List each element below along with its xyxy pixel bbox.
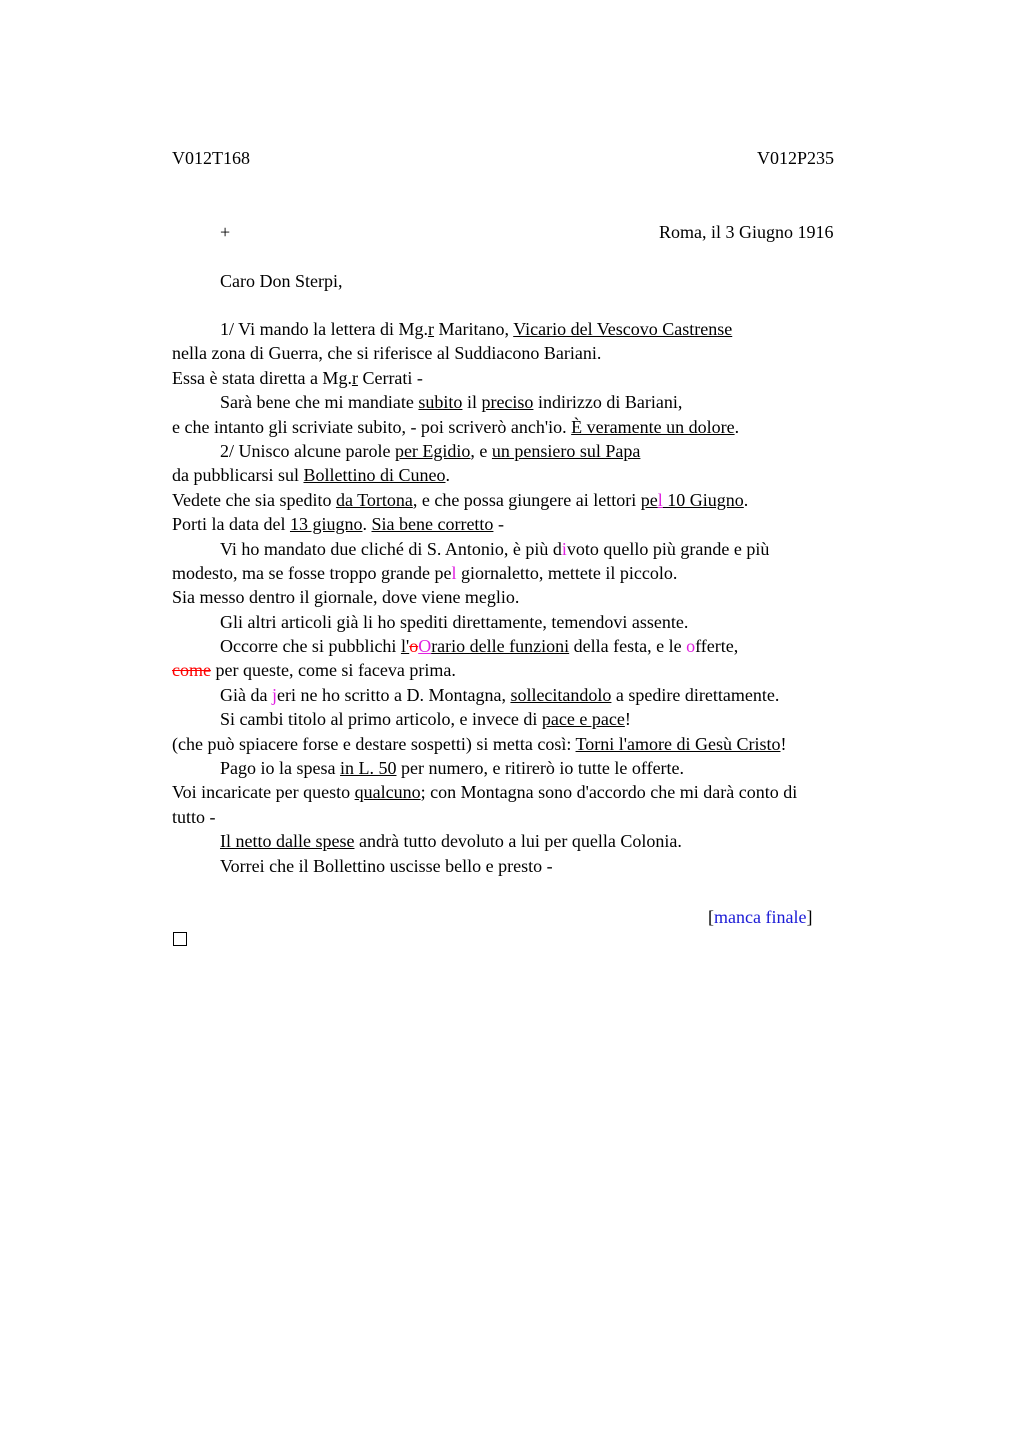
- line: [172, 756, 912, 780]
- line: [172, 317, 912, 341]
- text: voto quello più grande e più: [566, 538, 770, 559]
- line: nella zona di Guerra, che si riferisce al Suddiacono Bariani.: [172, 343, 602, 364]
- line: [172, 707, 912, 731]
- underlined-text: un pensiero sul Papa: [491, 440, 641, 461]
- salutation: Caro Don Sterpi,: [220, 271, 343, 291]
- editor-note-text: manca finale: [714, 907, 807, 927]
- line: [172, 634, 912, 658]
- text: Essa è stata diretta a Mg.: [172, 367, 352, 388]
- underlined-text: Vicario del Vescovo Castrense: [513, 319, 733, 339]
- line: [172, 488, 912, 512]
- line: [172, 537, 912, 561]
- line: [172, 463, 912, 487]
- line: tutto -: [172, 806, 216, 827]
- underlined-text: r: [351, 367, 358, 388]
- text: indirizzo di Bariani,: [533, 392, 683, 413]
- underlined-text: subito: [418, 392, 463, 413]
- text: !: [624, 709, 631, 730]
- text: giornaletto, mettete il piccolo.: [456, 562, 678, 583]
- text: fferte,: [695, 636, 739, 657]
- text: Voi incaricate per questo: [172, 782, 355, 803]
- left-code: V012T168: [172, 148, 250, 168]
- line: Sia messo dentro il giornale, dove viene meglio.: [172, 587, 520, 608]
- deleted-letter: o: [409, 636, 419, 657]
- underlined-text: da Tortona: [335, 489, 413, 510]
- text: Occorre che si pubblichi: [220, 636, 401, 657]
- underlined-text: l': [400, 636, 410, 657]
- line: [172, 683, 912, 707]
- text: Vi ho mandato due cliché di S. Antonio, è più d: [220, 538, 562, 559]
- underlined-text: 13 giugno: [289, 514, 363, 535]
- text: Si cambi titolo al primo articolo, e invece di: [220, 709, 542, 730]
- inserted-letter: l: [451, 562, 457, 583]
- right-code: V012P235: [757, 148, 835, 168]
- cross-mark: +: [220, 222, 231, 242]
- text: -: [493, 514, 504, 535]
- text: per numero, e ritirerò io tutte le offerte.: [396, 758, 685, 779]
- underlined-text: Bollettino di Cuneo: [303, 465, 446, 486]
- line: Vorrei che il Bollettino uscisse bello e presto -: [220, 855, 553, 876]
- text: Sarà bene che mi mandiate: [220, 392, 419, 413]
- line: [172, 415, 912, 439]
- underlined-text: rario delle funzioni: [431, 636, 570, 657]
- underlined-text: qualcuno: [354, 782, 421, 803]
- inserted-letter: j: [271, 684, 277, 705]
- underlined-text: Sia bene corretto: [371, 514, 494, 535]
- text: Porti la data del: [172, 514, 290, 535]
- text: e che intanto gli scriviate subito, - poi scriverò anch'io.: [172, 416, 572, 437]
- text: Vedete che sia spedito: [172, 489, 336, 510]
- bracket: [: [708, 907, 714, 927]
- place-date: Roma, il 3 Giugno 1916: [659, 222, 834, 242]
- bracket: ]: [806, 907, 813, 927]
- line: Gli altri articoli già li ho spediti direttamente, temendovi assente.: [220, 611, 689, 632]
- text: , e che possa giungere ai lettori: [412, 489, 641, 510]
- text: andrà tutto devoluto a lui per quella Colonia.: [354, 831, 682, 852]
- line: [172, 439, 912, 463]
- text: .: [362, 514, 372, 535]
- text: 2/ Unisco alcune parole: [220, 440, 395, 461]
- text: Maritano,: [434, 319, 514, 339]
- text: Pago io la spesa: [220, 758, 340, 779]
- text: (che può spiacere forse e destare sospetti) si metta così:: [172, 733, 576, 754]
- editor-note: [708, 905, 812, 929]
- underlined-text: per Egidio: [394, 440, 471, 461]
- underlined-text: È veramente un dolore: [571, 416, 735, 437]
- text: Già da: [220, 684, 272, 705]
- text: .: [445, 465, 450, 486]
- text: !: [780, 733, 787, 754]
- line: [172, 366, 912, 390]
- text: della festa, e le: [569, 636, 687, 657]
- text: modesto, ma se fosse troppo grande pe: [172, 562, 452, 583]
- underlined-text: sollecitandolo: [510, 684, 612, 705]
- text: Cerrati -: [357, 367, 423, 388]
- end-square-icon: [173, 932, 187, 946]
- underlined-text: pace e pace: [541, 709, 625, 730]
- text: .: [734, 416, 740, 437]
- line: [172, 732, 912, 756]
- line: [172, 658, 912, 682]
- underlined-text: 10 Giugno: [662, 489, 744, 510]
- text: ; con Montagna sono d'accordo che mi darà conto di: [420, 782, 798, 803]
- text: a spedire direttamente.: [611, 684, 780, 705]
- line: [172, 512, 912, 536]
- deleted-word: come: [172, 660, 211, 681]
- text: .: [743, 489, 749, 510]
- text: 1/ Vi mando la lettera di Mg.: [220, 319, 429, 339]
- underlined-text: Torni l'amore di Gesù Cristo: [575, 733, 781, 754]
- text: , e: [470, 440, 492, 461]
- underlined-text: r: [428, 319, 435, 339]
- text: per queste, come si faceva prima.: [210, 660, 456, 681]
- text: da pubblicarsi sul: [172, 465, 304, 486]
- line: [172, 829, 912, 853]
- text: eri ne ho scritto a D. Montagna,: [277, 684, 511, 705]
- underlined-text: Il netto dalle spese: [220, 831, 355, 852]
- underlined-text: preciso: [481, 392, 534, 413]
- underlined-text: in L. 50: [339, 758, 397, 779]
- inserted-letter: O: [418, 636, 432, 657]
- text: il: [462, 392, 482, 413]
- line: [172, 780, 912, 804]
- inserted-letter: o: [686, 636, 696, 657]
- underlined-text: pe: [640, 489, 658, 510]
- line: [172, 561, 912, 585]
- line: [172, 390, 912, 414]
- letter-body: [172, 317, 912, 878]
- inserted-letter: l: [657, 489, 663, 510]
- inserted-letter: i: [561, 538, 567, 559]
